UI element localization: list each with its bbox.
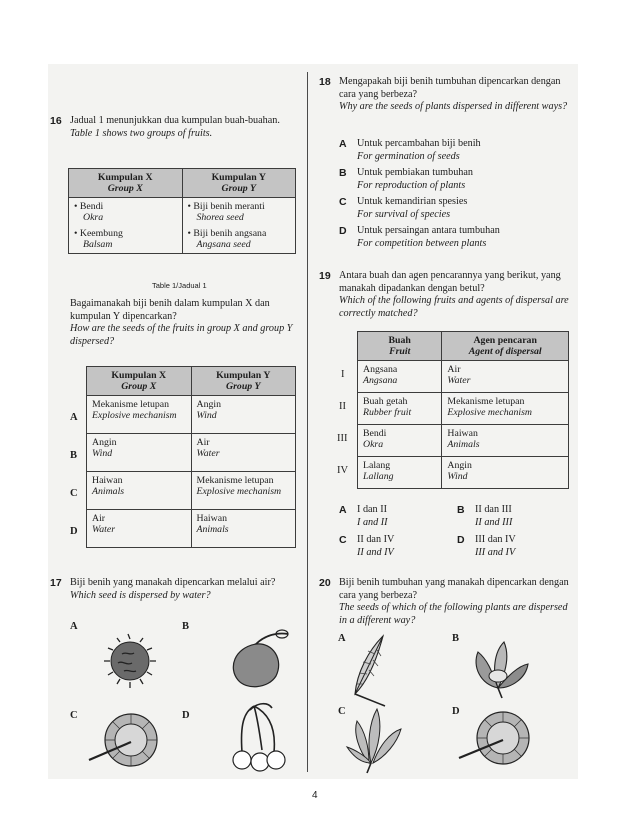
option-label[interactable]: B	[452, 633, 460, 644]
row-label: III	[337, 433, 348, 444]
cherry-cluster-illustration	[222, 700, 294, 776]
option-b[interactable]: B Untuk pembiakan tumbuhan For reproduction of plants	[339, 167, 474, 191]
coconut-cross-section-illustration	[85, 710, 165, 772]
answer-header-x: Kumpulan X Group X	[87, 367, 192, 396]
option-c[interactable]: C Untuk kemandirian spesies For survival of species	[339, 196, 468, 220]
table-1-cell: • Biji benih meranti Shorea seed	[182, 198, 296, 225]
option-label[interactable]: D	[182, 710, 190, 721]
column-divider	[307, 72, 308, 772]
option-label[interactable]: D	[70, 526, 78, 537]
answer-cell: Air Water	[87, 510, 192, 548]
question-text-en: Why are the seeds of plants dispersed in different ways?	[339, 101, 568, 112]
answer-cell: Mekanisme letupan Explosive mechanism	[191, 472, 296, 510]
option-c[interactable]: C II dan IV II and IV	[339, 534, 395, 558]
agent-cell: Haiwan Animals	[442, 425, 569, 457]
question-17	[50, 577, 298, 602]
question-number: 20	[319, 577, 331, 589]
question-16-part-2	[70, 298, 298, 348]
answer-cell: Angin Wind	[191, 396, 296, 434]
header-fruit: Buah Fruit	[358, 332, 442, 361]
winged-seed-illustration	[345, 632, 395, 708]
page-number: 4	[312, 790, 318, 801]
question-text-ms: Biji benih tumbuhan yang manakah dipencarkan dengan cara yang berbeza?	[339, 577, 569, 601]
question-19	[319, 270, 571, 320]
table-1-header-x: Kumpulan X Group X	[69, 169, 183, 198]
agent-cell: Air Water	[442, 361, 569, 393]
question-number: 19	[319, 270, 331, 282]
fruit-cell: Buah getah Rubber fruit	[358, 393, 442, 425]
option-label[interactable]: A	[70, 621, 78, 632]
header-agent: Agen pencaran Agent of dispersal	[442, 332, 569, 361]
option-label[interactable]: D	[452, 706, 460, 717]
option-label[interactable]: A	[338, 633, 346, 644]
question-16	[50, 115, 298, 140]
table-1-caption: Table 1/Jadual 1	[152, 281, 207, 290]
question-text-en: The seeds of which of the following plants are dispersed in a different way?	[339, 602, 568, 626]
fruit-cell: Angsana Angsana	[358, 361, 442, 393]
question-number: 17	[50, 577, 62, 589]
question-text-ms: Biji benih yang manakah dipencarkan melalui air?	[70, 577, 276, 588]
q16-answer-table	[86, 366, 296, 548]
row-label: IV	[337, 465, 349, 476]
option-label[interactable]: B	[182, 621, 190, 632]
question-text-en: How are the seeds of the fruits in group X and group Y dispersed?	[70, 323, 293, 347]
answer-cell: Haiwan Animals	[191, 510, 296, 548]
option-d[interactable]: D Untuk persaingan antara tumbuhan For competition between plants	[339, 225, 500, 249]
table-1-cell: • Bendi Okra	[69, 198, 183, 225]
option-label[interactable]: C	[70, 488, 78, 499]
question-text-ms: Jadual 1 menunjukkan dua kumpulan buah-buahan.	[70, 115, 280, 126]
question-text-en: Which seed is dispersed by water?	[70, 589, 211, 601]
option-label[interactable]: B	[70, 450, 78, 461]
question-text-ms: Antara buah dan agen pencarannya yang berikut, yang manakah dipadankan dengan betul?	[339, 270, 561, 294]
row-label: II	[339, 401, 346, 412]
bursting-pod-illustration	[462, 636, 536, 702]
question-18	[319, 76, 571, 114]
option-a[interactable]: A I dan II I and II	[339, 504, 388, 528]
q19-table	[357, 331, 569, 489]
table-1-cell: • Biji benih angsana Angsana seed	[182, 224, 296, 254]
row-label: I	[341, 369, 345, 380]
question-number: 18	[319, 76, 331, 88]
option-b[interactable]: B II dan III II and III	[457, 504, 513, 528]
agent-cell: Angin Wind	[442, 457, 569, 489]
answer-cell: Angin Wind	[87, 434, 192, 472]
fruit-cell: Bendi Okra	[358, 425, 442, 457]
agent-cell: Mekanisme letupan Explosive mechanism	[442, 393, 569, 425]
question-text-ms: Mengapakah biji benih tumbuhan dipencarkan dengan cara yang berbeza?	[339, 76, 561, 100]
table-1-header-y: Kumpulan Y Group Y	[182, 169, 296, 198]
seed-cluster-illustration	[345, 703, 407, 775]
answer-cell: Air Water	[191, 434, 296, 472]
table-1	[68, 168, 296, 254]
table-1-cell: • Keembung Balsam	[69, 224, 183, 254]
rambutan-fruit-illustration	[100, 630, 160, 692]
question-number: 16	[50, 115, 62, 127]
seed-pod-illustration	[218, 624, 296, 692]
option-label[interactable]: C	[338, 706, 346, 717]
option-d[interactable]: D III dan IV III and IV	[457, 534, 516, 558]
answer-cell: Mekanisme letupan Explosive mechanism	[87, 396, 192, 434]
answer-header-y: Kumpulan Y Group Y	[191, 367, 296, 396]
question-text-en: Table 1 shows two groups of fruits.	[70, 127, 213, 139]
option-a[interactable]: A Untuk percambahan biji benih For germination of seeds	[339, 138, 481, 162]
question-text-en: Which of the following fruits and agents of dispersal are correctly matched?	[339, 295, 569, 319]
option-label[interactable]: A	[70, 412, 78, 423]
answer-cell: Haiwan Animals	[87, 472, 192, 510]
question-text-ms: Bagaimanakah biji benih dalam kumpulan X dan kumpulan Y dipencarkan?	[70, 298, 270, 322]
fruit-cell: Lalang Lallang	[358, 457, 442, 489]
question-20	[319, 577, 571, 627]
option-label[interactable]: C	[70, 710, 78, 721]
coconut-cross-section-illustration	[455, 708, 535, 770]
